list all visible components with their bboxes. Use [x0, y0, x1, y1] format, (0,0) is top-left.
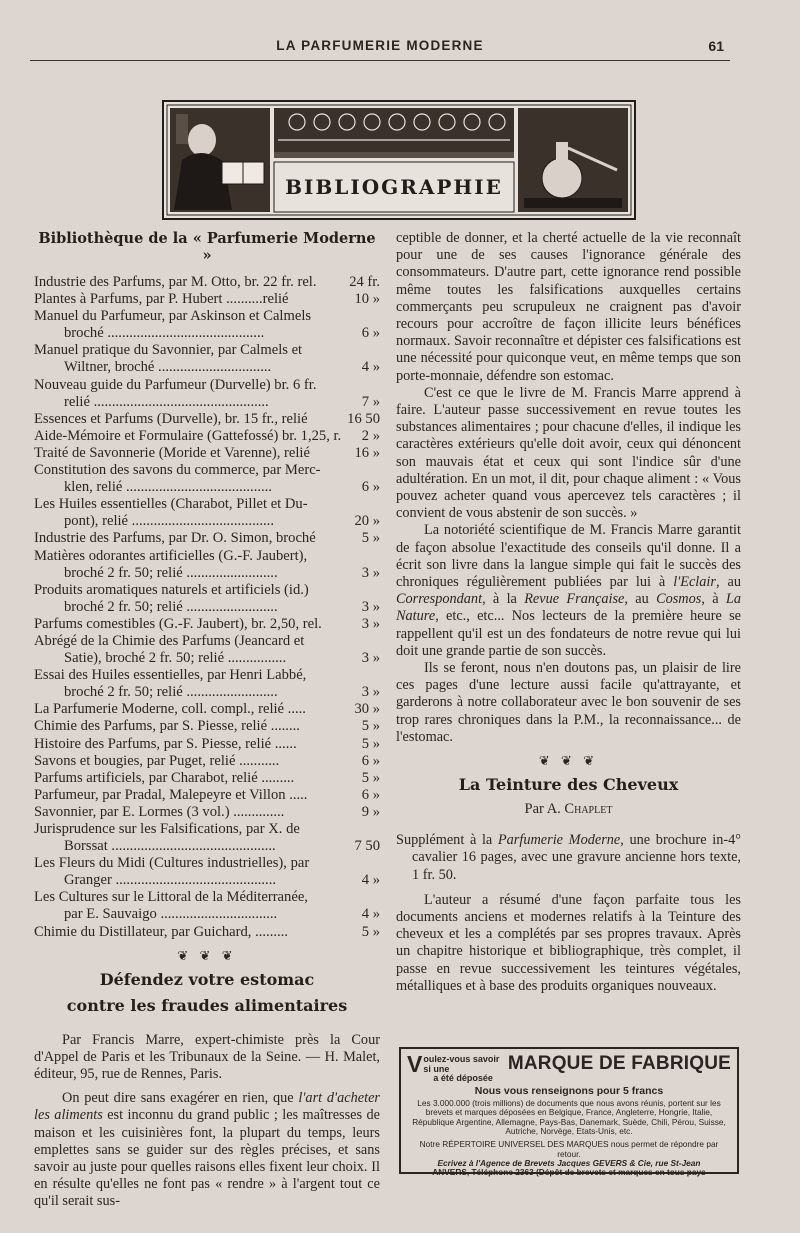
book-entry [34, 804, 380, 821]
book-price: 30 » [354, 701, 380, 718]
book-entry-text: Borssat ............................................. [64, 838, 276, 855]
scholar-engraving-icon [170, 108, 270, 212]
book-entry [34, 855, 380, 889]
page-number: 61 [708, 38, 724, 54]
teinture-title: La Teinture des Cheveux [458, 775, 679, 795]
book-entry-text: La Parfumerie Moderne, coll. compl., relié ..... [34, 701, 306, 718]
book-entry [34, 462, 380, 496]
book-entry-text: Produits aromatiques naturels et artificiels (id.) [34, 581, 309, 598]
book-price: 9 » [361, 803, 380, 820]
book-price: 6 » [361, 752, 380, 769]
book-entry [34, 889, 380, 923]
book-price: 3 » [361, 684, 380, 701]
book-price: 5 » [361, 923, 380, 940]
book-entry-text: Abrégé de la Chimie des Parfums (Jeancard et [34, 632, 305, 649]
banner-label: BIBLIOGRAPHIE [285, 175, 503, 199]
book-entry [34, 821, 380, 855]
book-entry [34, 291, 380, 308]
book-price: 20 » [354, 513, 380, 530]
book-price: 6 » [361, 786, 380, 803]
article-paragraph: On peut dire sans exagérer en rien, que l'art d'acheter les aliments est inconnu du grand public ; les maîtresses de maison et les cuisinières font, la plupart du temps, leurs emplettes sans se guider sur des règles précises, et sans savoir au juste pour quelles raisons elles fixent leur choix. Il en résulte qu'elles ne font pas « rendre » à l'argent tout ce qu'il serait sus- [34, 1090, 380, 1210]
book-entry [34, 548, 380, 582]
book-entry [34, 770, 380, 787]
book-entry-text: Les Huiles essentielles (Charabot, Pillet et Du- [34, 496, 308, 513]
book-entry-text: relié ................................................ [64, 393, 269, 410]
book-entry-text: Chimie du Distillateur, par Guichard, ......... [34, 923, 288, 940]
book-entry [34, 718, 380, 735]
book-entry-text: Industrie des Parfums, par Dr. O. Simon, broché [34, 530, 316, 547]
review-paragraph-2: C'est ce que le livre de M. Francis Marre apprend à faire. L'auteur passe successivement en revue toutes les substances alimentaires ; pour chacune d'elles, il indique les caractères extérieurs qu'elle doit avoir, ceux qui dénoncent son mauvais état et ceux qui sont l'indice sûr d'une adultération. En un mot, il dit, pour chaque aliment : « Vous pouvez acheter quand vous apercevez tels caractères ; il convient de vous abstenir de son succès. » [396, 384, 741, 522]
book-price: 5 » [361, 735, 380, 752]
book-list [34, 274, 380, 941]
book-entry [34, 411, 380, 428]
book-entry-text: broché 2 fr. 50; relié ......................... [64, 564, 278, 581]
book-price: 2 » [361, 427, 380, 444]
book-entry-text: Granger ............................................ [64, 872, 276, 889]
ad-question-2: a été déposée [433, 1073, 493, 1083]
article-subtitle: contre les fraudes alimentaires [66, 995, 348, 1015]
book-entry-text: broché ........................................... [64, 325, 265, 342]
supplement-note: Supplément à la Parfumerie Moderne, une brochure in-4° cavalier 16 pages, avec une gravure ancienne hors texte, 1 fr. 50. [396, 832, 741, 883]
book-entry-text: Les Cultures sur le Littoral de la Méditerranée, [34, 889, 308, 906]
book-entry-text: Constitution des savons du commerce, par Merc- [34, 462, 321, 479]
ad-address: Ecrivez à l'Agence de Brevets Jacques GEVERS & Cie, rue St-Jean [437, 1157, 701, 1168]
ad-repertoire: Notre RÉPERTOIRE UNIVERSEL DES MARQUES nous permet de répondre par retour. [419, 1138, 719, 1159]
book-entry [34, 582, 380, 616]
book-entry [34, 377, 380, 411]
book-entry-text: broché 2 fr. 50; relié ......................... [64, 598, 278, 615]
review-paragraph-3: La notoriété scientifique de M. Francis Marre garantit de façon absolue l'exactitude des conseils qu'il donne. Il a écrit son livre dans la langue simple qui fait le succès des chroniques régulièrement publiées par lui à l'Eclair, au Correspondant, à la Revue Française, au Cosmos, à La Nature, etc., etc... Nos lecteurs de la première heure se rappellent qu'il est un des fondateurs de notre revue qui lui doit une grande partie de son succès. [396, 522, 741, 659]
ad-body: Les 3.000.000 (trois millions) de documents que nous avons réunis, portent sur les brevets et marques déposées en Belgique, France, Angleterre, Hongrie, Italie, République Argentine, Allemagne, Pays-Bas, Danemark, Suède, Chili, Pérou, Suisse, Autriche, Norvège, Etats-Unis, etc. [412, 1097, 726, 1136]
book-entry-text: Aide-Mémoire et Formulaire (Gattefossé) br. 1,25, r. [34, 427, 342, 444]
book-entry [34, 308, 380, 342]
book-price: 5 » [361, 718, 380, 735]
book-entry-text: Jurisprudence sur les Falsifications, par X. de [34, 821, 300, 837]
book-price: 6 » [361, 479, 380, 496]
book-entry-text: Savonnier, par E. Lormes (3 vol.) .............. [34, 803, 285, 820]
book-price: 5 » [361, 769, 380, 786]
book-entry-text: Parfums artificiels, par Charabot, relié ......... [34, 769, 295, 786]
article-reference: Par Francis Marre, expert-chimiste près la Cour d'Appel de Paris et les Tribunaux de la Seine. — H. Malet, éditeur, 95, rue de Rennes, Paris. [34, 1031, 380, 1083]
book-entry [34, 496, 380, 530]
book-price: 16 50 [347, 410, 380, 427]
book-entry [34, 753, 380, 770]
book-entry-text: Satie), broché 2 fr. 50; relié ................ [64, 650, 287, 667]
library-heading: Bibliothèque de la « Parfumerie Moderne » [38, 230, 376, 264]
book-entry-text: Wiltner, broché ............................... [64, 359, 272, 376]
book-entry [34, 633, 380, 667]
trademark-advertisement [399, 1047, 739, 1177]
book-price: 3 » [361, 564, 380, 581]
book-entry-text: Plantes à Parfums, par P. Hubert ..........relié [34, 291, 289, 308]
book-entry-text: Manuel du Parfumeur, par Askinson et Calmels [34, 308, 312, 325]
review-paragraph-4: Ils se feront, nous n'en doutons pas, un plaisir de lire ces pages d'une lecture aussi facile qu'attrayante, et garderons à notre collaborateur avec le bon souvenir de ses trop rares chroniques dans la P.M., la reconnaissance... de l'estomac. [396, 660, 741, 745]
book-entry-text: Parfums comestibles (G.-F. Jaubert), br. 2,50, rel. [34, 615, 322, 632]
fleuron-divider-2: ❦ ❦ ❦ [538, 753, 599, 769]
book-entry-text: Manuel pratique du Savonnier, par Calmels et [34, 342, 303, 359]
ad-subheadline: Nous vous renseignons pour 5 francs [474, 1084, 664, 1097]
book-price: 6 » [361, 325, 380, 342]
book-entry-text: par E. Sauvaigo ................................ [64, 906, 278, 923]
book-entry-text: klen, relié ........................................ [64, 479, 272, 496]
book-price: 4 » [361, 359, 380, 376]
alembic-engraving-icon [518, 108, 628, 212]
book-entry [34, 701, 380, 718]
bibliographie-banner [162, 100, 636, 220]
book-entry [34, 667, 380, 701]
book-entry-text: pont), relié ....................................... [64, 513, 274, 530]
book-entry-text: Savons et bougies, par Puget, relié ........... [34, 752, 280, 769]
book-entry-text: Chimie des Parfums, par S. Piesse, relié ........ [34, 718, 300, 735]
book-entry [34, 787, 380, 804]
book-price: 3 » [361, 598, 380, 615]
shelf-ornament-icon [274, 108, 514, 158]
ad-question: oulez-vous savoir si une [423, 1054, 500, 1074]
book-price: 4 » [361, 906, 380, 923]
book-entry-text: Traité de Savonnerie (Moride et Varenne), relié [34, 444, 310, 461]
article-title: Défendez votre estomac [99, 969, 315, 989]
book-entry [34, 342, 380, 376]
book-entry-text: Essences et Parfums (Durvelle), br. 15 fr., relié [34, 410, 308, 427]
byline: Par A. Chaplet [524, 801, 613, 818]
ad-address-2: ANVERS, Téléphone 2363 (Dépôt de brevets et marques en tous pays [432, 1167, 706, 1177]
book-price: 10 » [354, 291, 380, 308]
page-header [30, 38, 730, 61]
book-price: 24 fr. [349, 274, 380, 290]
book-entry-text: Matières odorantes artificielles (G.-F. Jaubert), [34, 547, 308, 564]
book-entry-text: Histoire des Parfums, par S. Piesse, relié ...... [34, 735, 297, 752]
book-price: 16 » [354, 444, 380, 461]
book-entry-text: Nouveau guide du Parfumeur (Durvelle) br. 6 fr. [34, 376, 317, 393]
book-entry [34, 736, 380, 753]
book-entry-text: Les Fleurs du Midi (Cultures industrielles), par [34, 855, 310, 872]
book-entry-text: broché 2 fr. 50; relié ......................... [64, 684, 278, 701]
book-entry [34, 616, 380, 633]
book-entry-text: Parfumeur, par Pradal, Malepeyre et Villon ..... [34, 786, 308, 803]
book-entry [34, 924, 380, 941]
teinture-paragraph: L'auteur a résumé d'une façon parfaite tous les documents anciens et modernes relatifs à la Teinture des cheveux et les a complétés par ses propres travaux. Après un chapitre historique et bibliographique, très complet, il passe en revue successivement les teintures végétales, métalliques et à base des produits organiques nouveaux. [396, 891, 741, 994]
book-entry [34, 274, 380, 291]
review-paragraph-1: ceptible de donner, et la cherté actuelle de la vie reconnaît pour une de ses causes l'ignorance générale des consommateurs. D'autre part, cette ignorance rend possible même toutes les falsifications auxquelles certains commerçants peu scrupuleux ne craignent pas d'avoir recours pour accroître de façon illicite leurs bénéfices normaux. Savoir reconnaître et dépister ces falsifications est une nécessité pour quiconque veut, en même temps que son porte-monnaie, défendre son estomac. [396, 230, 741, 384]
ad-initial: V [407, 1051, 423, 1077]
book-price: 3 » [361, 650, 380, 667]
book-price: 7 50 [354, 838, 380, 855]
book-price: 4 » [361, 872, 380, 889]
book-entry [34, 530, 380, 547]
left-column [34, 230, 380, 1211]
fleuron-divider: ❦ ❦ ❦ [177, 947, 237, 963]
book-entry-text: Industrie des Parfums, par M. Otto, br. 22 fr. rel. [34, 274, 317, 290]
book-entry-text: Essai des Huiles essentielles, par Henri Labbé, [34, 667, 307, 684]
book-price: 7 » [361, 393, 380, 410]
journal-title: LA PARFUMERIE MODERNE [276, 38, 484, 53]
book-entry [34, 445, 380, 462]
book-entry [34, 428, 380, 445]
ad-headline: MARQUE DE FABRIQUE [507, 1053, 731, 1074]
right-column [396, 230, 741, 995]
book-price: 3 » [361, 615, 380, 632]
book-price: 5 » [361, 530, 380, 547]
